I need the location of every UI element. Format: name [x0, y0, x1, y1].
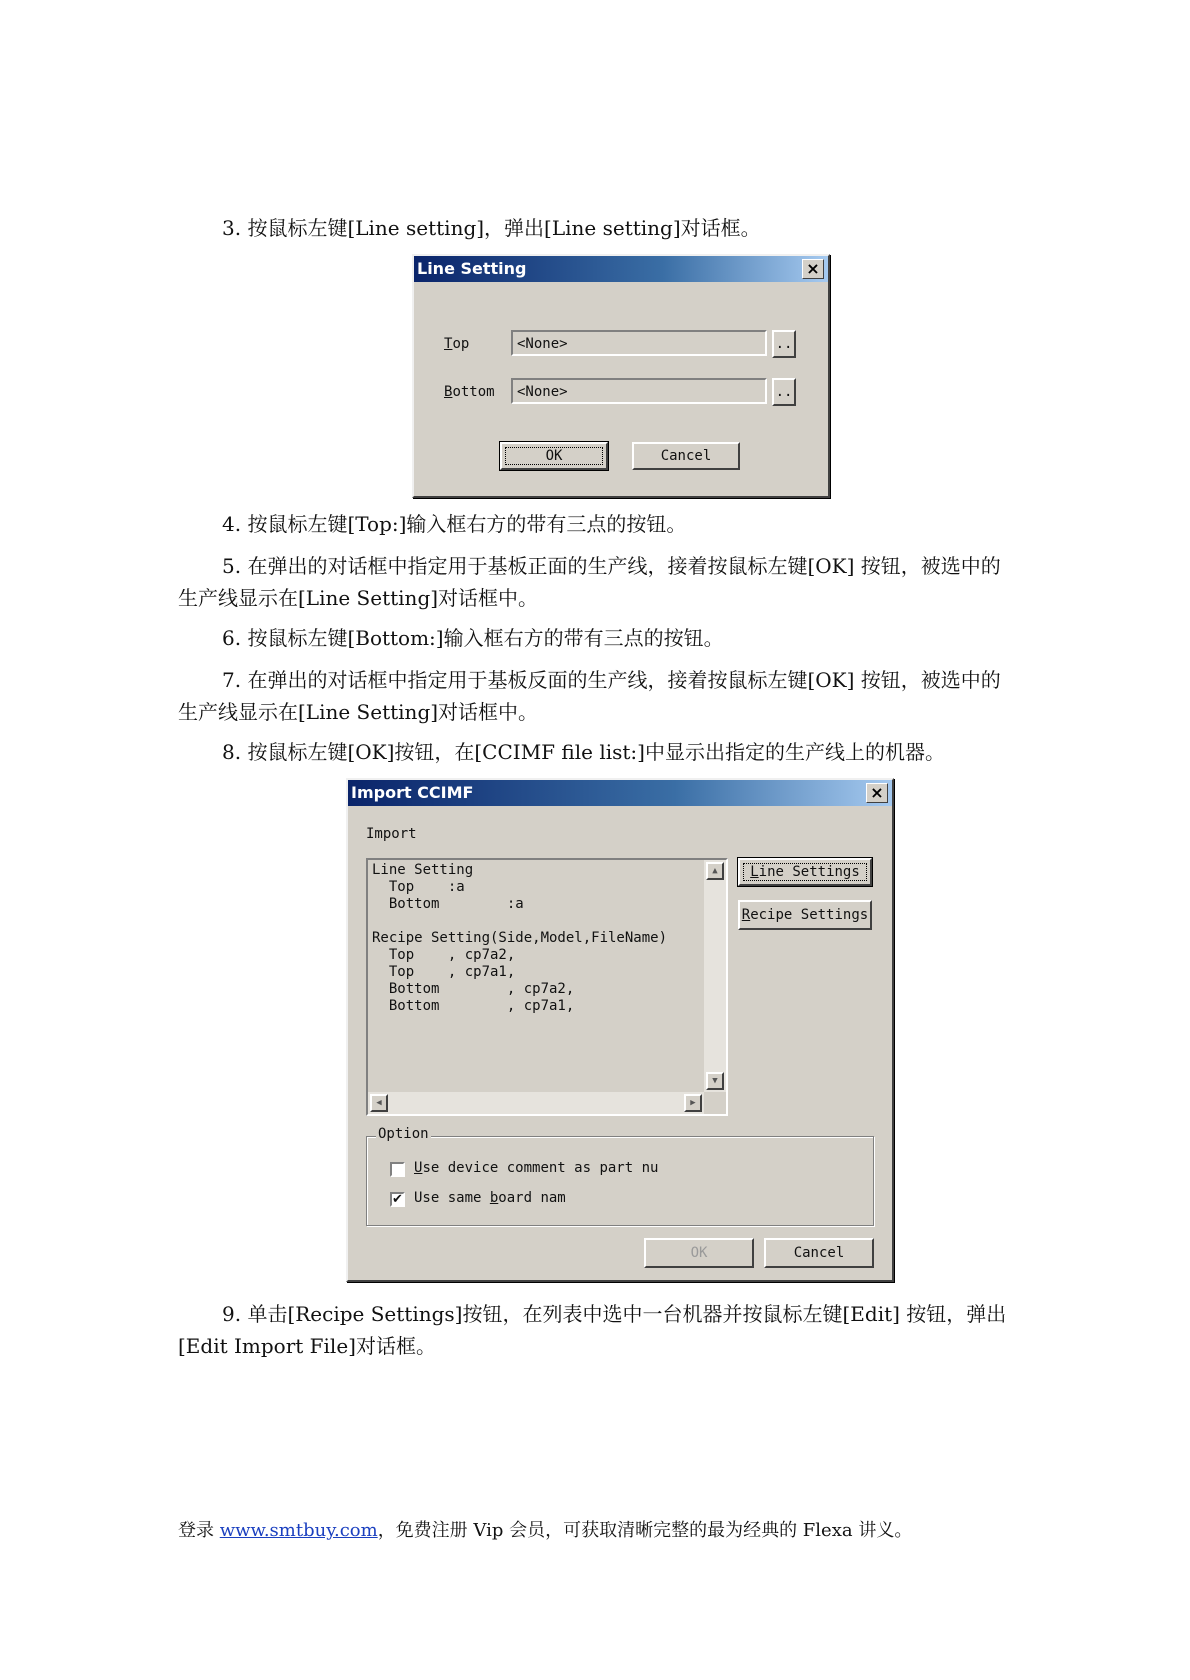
bottom-browse-button[interactable]: ..: [772, 378, 796, 406]
top-browse-button[interactable]: ..: [772, 330, 796, 358]
check-icon: ✔: [392, 1192, 403, 1207]
ok-button[interactable]: OK: [644, 1238, 754, 1268]
text-line: Line Setting: [372, 862, 474, 878]
use-same-board-checkbox[interactable]: [390, 1192, 405, 1207]
import-text-area[interactable]: [366, 858, 728, 1116]
focus-rect: [743, 863, 867, 881]
option-group-title: Option: [378, 1126, 429, 1142]
scroll-left-icon[interactable]: ◀: [370, 1094, 388, 1112]
close-button[interactable]: ×: [866, 783, 888, 803]
import-label: Import: [366, 826, 417, 842]
horizontal-scrollbar[interactable]: [368, 1092, 704, 1114]
text-line: Top :a: [372, 879, 465, 895]
step-4: 4. 按鼠标左键[Top:]输入框右方的带有三点的按钮。: [222, 512, 687, 536]
recipe-settings-button[interactable]: Recipe Settings: [738, 900, 872, 930]
close-button[interactable]: ×: [802, 259, 824, 279]
text-line: Bottom :a: [372, 896, 524, 912]
text-line: Bottom , cp7a2,: [372, 981, 575, 997]
cancel-button[interactable]: Cancel: [632, 442, 740, 470]
bottom-label: Bottom: [444, 384, 495, 400]
step-8: 8. 按鼠标左键[OK]按钮，在[CCIMF file list:]中显示出指定的生产线上的机器。: [222, 740, 945, 764]
footer-link[interactable]: www.smtbuy.com: [219, 1520, 378, 1541]
scroll-down-icon[interactable]: ▼: [706, 1072, 724, 1090]
top-input[interactable]: <None>: [511, 330, 767, 356]
step-5: 5. 在弹出的对话框中指定用于基板正面的生产线，接着按鼠标左键[OK] 按钮，被选中的生产线显示在[Line Setting]对话框中。: [178, 554, 1001, 610]
dialog-title: Import CCIMF: [351, 783, 474, 802]
text-line: Recipe Setting(Side,Model,FileName): [372, 930, 668, 946]
dialog-titlebar: [348, 780, 892, 806]
cancel-button[interactable]: Cancel: [764, 1238, 874, 1268]
focus-rect: [505, 447, 603, 465]
top-label: Top: [444, 336, 470, 352]
vertical-scrollbar[interactable]: [704, 860, 726, 1092]
text-line: Top , cp7a1,: [372, 964, 516, 980]
scroll-up-icon[interactable]: ▲: [706, 862, 724, 880]
footer-pre: 登录: [178, 1520, 220, 1541]
text-line: Bottom , cp7a1,: [372, 998, 575, 1014]
text-line: Top , cp7a2,: [372, 947, 516, 963]
use-device-comment-label: Use device comment as part nu: [414, 1160, 659, 1176]
footer-note: [178, 1516, 912, 1542]
use-same-board-label: Use same board nam: [414, 1190, 566, 1206]
bottom-input[interactable]: <None>: [511, 378, 767, 404]
import-ccimf-dialog: [346, 778, 894, 1282]
step-7: 7. 在弹出的对话框中指定用于基板反面的生产线，接着按鼠标左键[OK] 按钮，被选中的生产线显示在[Line Setting]对话框中。: [178, 668, 1001, 724]
line-setting-dialog: [412, 254, 830, 498]
use-device-comment-checkbox[interactable]: [390, 1162, 405, 1177]
step-6: 6. 按鼠标左键[Bottom:]输入框右方的带有三点的按钮。: [222, 626, 724, 650]
dialog-title: Line Setting: [417, 259, 527, 278]
step-9: 9. 单击[Recipe Settings]按钮，在列表中选中一台机器并按鼠标左键[Edit] 按钮，弹出[Edit Import File]对话框。: [178, 1302, 1007, 1358]
ok-button[interactable]: OK: [500, 442, 608, 470]
line-settings-button[interactable]: Line Settings: [738, 858, 872, 886]
dialog-titlebar: [414, 256, 828, 282]
scroll-right-icon[interactable]: ▶: [684, 1094, 702, 1112]
step-3: 3. 按鼠标左键[Line setting]，弹出[Line setting]对话框。: [222, 216, 761, 240]
option-group: [366, 1136, 874, 1226]
footer-post: ，免费注册 Vip 会员，可获取清晰完整的最为经典的 Flexa 讲义。: [377, 1520, 913, 1541]
